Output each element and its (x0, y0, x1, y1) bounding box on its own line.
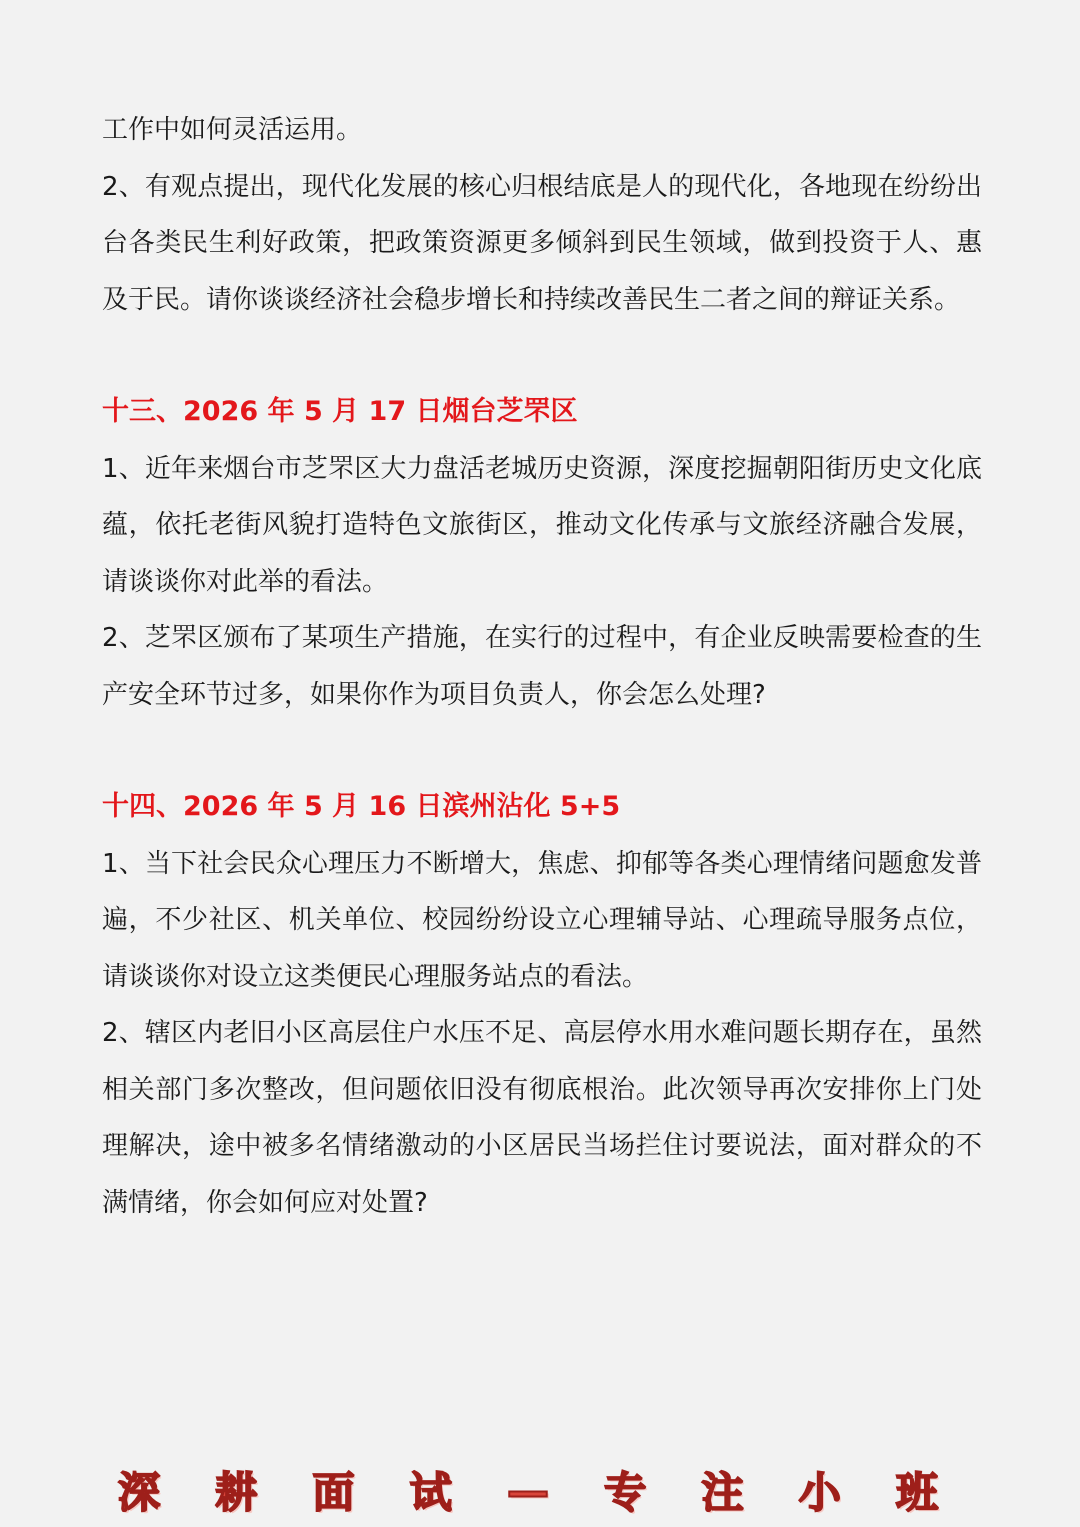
slogan-dash: — (507, 1465, 549, 1515)
footer-slogan (118, 1462, 938, 1518)
document-body (102, 102, 982, 1231)
slogan-char: 试 (409, 1468, 452, 1517)
slogan-char: 深 (118, 1468, 161, 1517)
question-text: 1、当下社会民众心理压力不断增大，焦虑、抑郁等各类心理情绪问题愈发普遍，不少社区、机关单位、校园纷纷设立心理辅导站、心理疏导服务点位，请谈谈你对设立这类便民心理服务站点的看法。 (102, 848, 982, 992)
slogan-char: 班 (895, 1468, 938, 1517)
question-text: 2、芝罘区颁布了某项生产措施，在实行的过程中，有企业反映需要检查的生产安全环节过多，如果你作为项目负责人，你会怎么处理? (102, 623, 982, 710)
slogan-char: 耕 (215, 1468, 258, 1517)
slogan-char: 专 (604, 1468, 647, 1517)
section-heading: 十三、2026 年 5 月 17 日烟台芝罘区 (102, 396, 578, 427)
question-continuation: 工作中如何灵活运用。 (102, 115, 363, 145)
section-spacer (102, 723, 982, 779)
question-text: 1、近年来烟台市芝罘区大力盘活老城历史资源，深度挖掘朝阳街历史文化底蕴，依托老街风貌打造特色文旅街区，推动文化传承与文旅经济融合发展，请谈谈你对此举的看法。 (102, 453, 982, 597)
slogan-char: 面 (312, 1468, 355, 1517)
question-text: 2、有观点提出，现代化发展的核心归根结底是人的现代化，各地现在纷纷出台各类民生利好政策，把政策资源更多倾斜到民生领域，做到投资于人、惠及于民。请你谈谈经济社会稳步增长和持续改善民生二者之间的辩证关系。 (102, 171, 982, 315)
section-spacer (102, 328, 982, 384)
section-heading: 十四、2026 年 5 月 16 日滨州沾化 5+5 (102, 791, 621, 822)
slogan-char: 小 (798, 1468, 841, 1517)
question-text: 2、辖区内老旧小区高层住户水压不足、高层停水用水难问题长期存在，虽然相关部门多次整改，但问题依旧没有彻底根治。此次领导再次安排你上门处理解决，途中被多名情绪激动的小区居民当场拦住讨要说法，面对群众的不满情绪，你会如何应对处置? (102, 1018, 982, 1218)
slogan-char: 注 (701, 1468, 744, 1517)
